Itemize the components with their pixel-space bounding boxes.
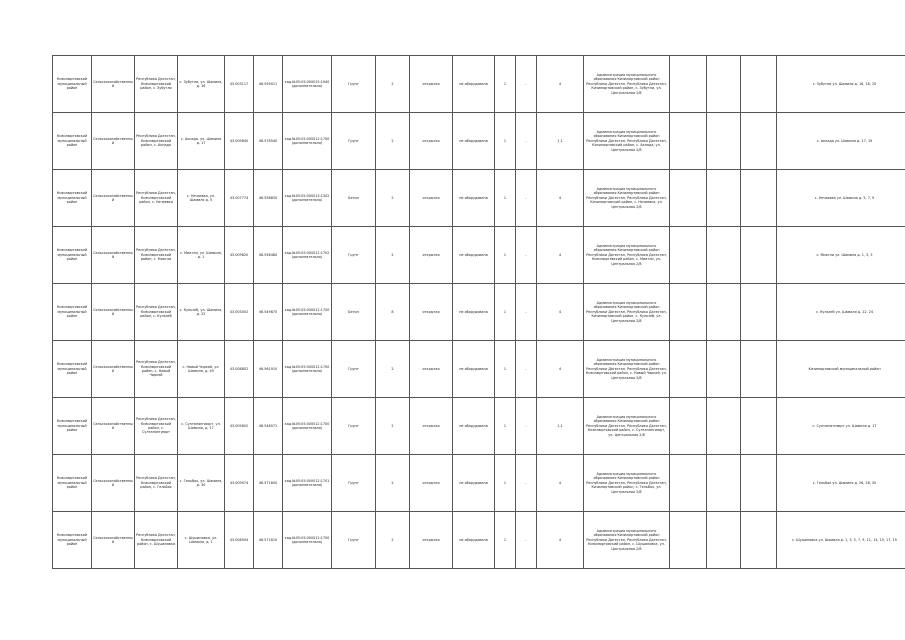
table-cell: Республика Дагестан, Кизилюртовский район, с. Гельбах bbox=[135, 455, 178, 512]
table-cell bbox=[670, 56, 707, 113]
table-cell bbox=[741, 227, 777, 284]
table-cell: не оборудована bbox=[453, 56, 495, 113]
table-cell: 46.549870 bbox=[254, 284, 283, 341]
table-cell: 43.003002 bbox=[225, 284, 254, 341]
table-cell: Сельскохозяйственный bbox=[92, 227, 135, 284]
table-cell: Грунт bbox=[332, 56, 376, 113]
table-cell: кад.№05:05:000015:1940 (дополнительно) bbox=[283, 56, 332, 113]
table-cell: 4 bbox=[537, 284, 584, 341]
table-cell: 1 bbox=[495, 170, 516, 227]
table-cell: Грунт bbox=[332, 512, 376, 569]
table-cell: 2 bbox=[376, 341, 410, 398]
table-row bbox=[53, 398, 905, 455]
table-cell: с. Зубутли, ул. Шамиля, д. 16 bbox=[178, 56, 225, 113]
table-cell: Сельскохозяйственный bbox=[92, 170, 135, 227]
table-cell bbox=[670, 512, 707, 569]
table-cell: Грунт bbox=[332, 227, 376, 284]
table-cell bbox=[741, 56, 777, 113]
table-cell: 4 bbox=[537, 170, 584, 227]
table-cell bbox=[707, 284, 741, 341]
table-cell: Сельскохозяйственный bbox=[92, 512, 135, 569]
registry-table bbox=[52, 55, 905, 569]
table-cell bbox=[707, 455, 741, 512]
table-cell: с. Новый Чиркей, ул. Шамиля, д. 49 bbox=[178, 341, 225, 398]
table-cell: 43.008802 bbox=[225, 341, 254, 398]
table-cell: открытая bbox=[410, 284, 453, 341]
table-cell: - bbox=[516, 113, 537, 170]
table-cell: Кизилюртовский муниципальный район bbox=[53, 455, 92, 512]
table-cell: Грунт bbox=[332, 341, 376, 398]
table-cell: открытая bbox=[410, 113, 453, 170]
table-cell: с. Султанянгиюрт ул. Шамиля д. 17 bbox=[777, 398, 905, 455]
table-cell: Сельскохозяйственный bbox=[92, 284, 135, 341]
table-row bbox=[53, 170, 905, 227]
table-cell: 46.548071 bbox=[254, 398, 283, 455]
table-cell: с. Миатли, ул. Шамиля, д. 1 bbox=[178, 227, 225, 284]
table-cell: 46.559011 bbox=[254, 56, 283, 113]
table-cell: 4 bbox=[537, 455, 584, 512]
table-cell bbox=[670, 170, 707, 227]
table-cell: 1 bbox=[495, 455, 516, 512]
table-cell: 4 bbox=[537, 512, 584, 569]
table-cell: Кизилюртовский муниципальный район bbox=[53, 284, 92, 341]
table-row bbox=[53, 56, 905, 113]
table-cell: 2 bbox=[376, 56, 410, 113]
table-cell: Кизилюртовский муниципальный район bbox=[53, 398, 92, 455]
table-row bbox=[53, 113, 905, 170]
table-cell: 43.003117 bbox=[225, 56, 254, 113]
table-cell: открытая bbox=[410, 512, 453, 569]
table-cell: Сельскохозяйственный bbox=[92, 455, 135, 512]
table-cell: с. Кульзеб, ул. Шамиля, д. 22 bbox=[178, 284, 225, 341]
table-cell bbox=[741, 170, 777, 227]
table-cell: 46.571600 bbox=[254, 455, 283, 512]
table-cell: Кизилюртовский муниципальный район bbox=[777, 341, 905, 398]
table-cell: Сельскохозяйственный bbox=[92, 341, 135, 398]
table-cell: открытая bbox=[410, 56, 453, 113]
table-cell: Кизилюртовский муниципальный район bbox=[53, 113, 92, 170]
table-cell bbox=[670, 227, 707, 284]
table-cell: с. Шушановка ул. Шамиля д. 1, 3, 5, 7, 9, 11, 13, 15, 17, 19 bbox=[777, 512, 905, 569]
table-cell bbox=[707, 56, 741, 113]
table-cell: 1 bbox=[495, 284, 516, 341]
table-cell bbox=[670, 341, 707, 398]
table-cell: Администрация муниципального образования Кизилюртовский район Республики Дагестан, Республика Дагестан, Кизилюртовский район, с. Нечаевка, ул. Центральная 2/8 bbox=[584, 170, 670, 227]
table-row bbox=[53, 341, 905, 398]
table-cell: 43.008504 bbox=[225, 512, 254, 569]
table-cell: кад.№05:05:000012:1700 (дополнительно) bbox=[283, 398, 332, 455]
table-cell: кад.№05:05:000012:1700 (дополнительно) bbox=[283, 512, 332, 569]
table-cell: Республика Дагестан, Кизилюртовский район, с. Нечаевка bbox=[135, 170, 178, 227]
table-cell: Кизилюртовский муниципальный район bbox=[53, 512, 92, 569]
table-cell: 46.561910 bbox=[254, 341, 283, 398]
table-row bbox=[53, 227, 905, 284]
table-cell: - bbox=[516, 512, 537, 569]
table-cell: Республика Дагестан, Кизилюртовский район, с. Шушановка bbox=[135, 512, 178, 569]
table-cell: Бетон bbox=[332, 284, 376, 341]
table-cell: - bbox=[516, 341, 537, 398]
table-cell: с. Шушановка, ул. Шамиля, д. 1 bbox=[178, 512, 225, 569]
table-cell: 4 bbox=[537, 56, 584, 113]
table-cell: Кизилюртовский муниципальный район bbox=[53, 170, 92, 227]
table-cell: Кизилюртовский муниципальный район bbox=[53, 56, 92, 113]
table-cell: Администрация муниципального образования Кизилюртовский район Республики Дагестан, Республика Дагестан, Кизилюртовский район, с. Миатли, ул. Центральная 2/8 bbox=[584, 227, 670, 284]
table-cell bbox=[670, 455, 707, 512]
table-cell: 2 bbox=[376, 512, 410, 569]
table-cell bbox=[670, 113, 707, 170]
table-cell: открытая bbox=[410, 398, 453, 455]
table-cell: кад.№05:05:000012:1702 (дополнительно) bbox=[283, 227, 332, 284]
table-cell bbox=[707, 227, 741, 284]
table-cell bbox=[670, 398, 707, 455]
table-cell: 46.558850 bbox=[254, 170, 283, 227]
table-cell: 1 bbox=[495, 341, 516, 398]
table-cell bbox=[707, 512, 741, 569]
table-cell: не оборудована bbox=[453, 398, 495, 455]
table-cell: - bbox=[516, 227, 537, 284]
table-cell: Республика Дагестан, Кизилюртовский район, с. Султанянгиюрт bbox=[135, 398, 178, 455]
table-cell: Кизилюртовский муниципальный район bbox=[53, 341, 92, 398]
table-cell bbox=[741, 455, 777, 512]
table-cell: не оборудована bbox=[453, 113, 495, 170]
table-cell: - bbox=[516, 455, 537, 512]
table-cell: Кизилюртовский муниципальный район bbox=[53, 227, 92, 284]
table-cell: 1 bbox=[495, 113, 516, 170]
table-cell: Сельскохозяйственный bbox=[92, 113, 135, 170]
table-cell: 8 bbox=[376, 284, 410, 341]
table-cell: не оборудована bbox=[453, 170, 495, 227]
table-cell: открытая bbox=[410, 341, 453, 398]
table-cell: кад.№05:05:000013:1302 (дополнительно) bbox=[283, 170, 332, 227]
table-cell: 1,1 bbox=[537, 113, 584, 170]
table-cell bbox=[670, 284, 707, 341]
table-cell bbox=[707, 341, 741, 398]
table-cell: Администрация муниципального образования Кизилюртовский район Республики Дагестан, Республика Дагестан, Кизилюртовский район, с. Султанянгиюрт, ул. Центральная 2/8 bbox=[584, 398, 670, 455]
table-cell: с. Султанянгиюрт, ул. Шамиля, д. 17 bbox=[178, 398, 225, 455]
table-cell bbox=[741, 284, 777, 341]
table-cell: Администрация муниципального образования Кизилюртовский район Республики Дагестан, Республика Дагестан, Кизилюртовский район, с. Кульзеб, ул. Центральная 2/8 bbox=[584, 284, 670, 341]
table-cell: - bbox=[516, 284, 537, 341]
table-cell: 46.556480 bbox=[254, 227, 283, 284]
table-cell: Грунт bbox=[332, 398, 376, 455]
table-cell: кад.№05:05:000012:1700 (дополнительно) bbox=[283, 113, 332, 170]
table-cell: 43.009974 bbox=[225, 455, 254, 512]
table-cell: не оборудована bbox=[453, 284, 495, 341]
table-cell: 46.571610 bbox=[254, 512, 283, 569]
table-cell: 2 bbox=[376, 227, 410, 284]
table-cell: Администрация муниципального образования Кизилюртовский район Республики Дагестан, Республика Дагестан, Кизилюртовский район, с. Гельбах, ул. Центральная 2/8 bbox=[584, 455, 670, 512]
table-cell: с. Нечаевка ул. Шамиля д. 5, 7, 9 bbox=[777, 170, 905, 227]
table-cell bbox=[707, 398, 741, 455]
table-cell: не оборудована bbox=[453, 227, 495, 284]
table-cell: 2 bbox=[376, 170, 410, 227]
table-cell bbox=[741, 512, 777, 569]
table-cell: Администрация муниципального образования Кизилюртовский район Республики Дагестан, Республика Дагестан, Кизилюртовский район, с. Акнада, ул. Центральная 2/8 bbox=[584, 113, 670, 170]
table-cell: Республика Дагестан, Кизилюртовский район, с. Акнада bbox=[135, 113, 178, 170]
table-cell bbox=[741, 113, 777, 170]
table-cell bbox=[741, 398, 777, 455]
table-cell: не оборудована bbox=[453, 455, 495, 512]
table-cell bbox=[707, 170, 741, 227]
table-cell: не оборудована bbox=[453, 341, 495, 398]
table-cell: Сельскохозяйственный bbox=[92, 56, 135, 113]
table-cell: 43.005802 bbox=[225, 398, 254, 455]
table-cell: Республика Дагестан, Кизилюртовский район, с. Кульзеб bbox=[135, 284, 178, 341]
table-cell: 1,1 bbox=[537, 398, 584, 455]
table-cell: с. Миатли ул. Шамиля д. 1, 3, 5 bbox=[777, 227, 905, 284]
table-row bbox=[53, 284, 905, 341]
table-cell: 1 bbox=[495, 512, 516, 569]
table-cell: открытая bbox=[410, 455, 453, 512]
table-cell: с. Гельбах, ул. Шамиля, д. 30 bbox=[178, 455, 225, 512]
table-cell: Республика Дагестан, Кизилюртовский район, с. Миатли bbox=[135, 227, 178, 284]
table-cell: 4 bbox=[537, 227, 584, 284]
table-cell: Администрация муниципального образования Кизилюртовский район Республики Дагестан, Республика Дагестан, Кизилюртовский район, с. Зубутли, ул. Центральная 2/8 bbox=[584, 56, 670, 113]
table-cell: Администрация муниципального образования Кизилюртовский район Республики Дагестан, Республика Дагестан, Кизилюртовский район, с. Шушановка, ул. Центральная 2/8 bbox=[584, 512, 670, 569]
table-cell: Республика Дагестан, Кизилюртовский район, с. Зубутли bbox=[135, 56, 178, 113]
table-cell: Грунт bbox=[332, 455, 376, 512]
table-cell: Республика Дагестан, Кизилюртовский район, с. Новый Чиркей bbox=[135, 341, 178, 398]
table-cell: 2 bbox=[376, 113, 410, 170]
table-cell: кад.№05:05:000012:1701 (дополнительно) bbox=[283, 455, 332, 512]
table-cell: 43.009820 bbox=[225, 227, 254, 284]
table-row bbox=[53, 512, 905, 569]
table-cell: 46.578540 bbox=[254, 113, 283, 170]
table-cell: 43.009840 bbox=[225, 113, 254, 170]
table-cell: Администрация муниципального образования Кизилюртовский район Республики Дагестан, Республика Дагестан, Кизилюртовский район, с. Новый Чиркей, ул. Центральная 2/8 bbox=[584, 341, 670, 398]
table-cell: - bbox=[516, 398, 537, 455]
table-cell: не оборудована bbox=[453, 512, 495, 569]
table-cell: 1 bbox=[495, 398, 516, 455]
table-cell: 1 bbox=[495, 56, 516, 113]
table-cell: с. Зубутли ул. Шамиля д. 16, 18, 20 bbox=[777, 56, 905, 113]
table-cell: с. Гельбах ул. Шамиля д. 26, 28, 30 bbox=[777, 455, 905, 512]
table-cell: открытая bbox=[410, 227, 453, 284]
table-cell: с. Нечаевка, ул. Шамиля д. 5 bbox=[178, 170, 225, 227]
table-cell bbox=[707, 113, 741, 170]
table-cell: - bbox=[516, 170, 537, 227]
table-cell: 2 bbox=[376, 398, 410, 455]
table-cell: Бетон bbox=[332, 170, 376, 227]
table-cell: с. Акнада ул. Шамиля д. 17, 19 bbox=[777, 113, 905, 170]
table-cell: с. Акнада, ул. Шамиля д. 17 bbox=[178, 113, 225, 170]
table-cell: кад.№05:05:000012:1700 (дополнительно) bbox=[283, 284, 332, 341]
table-cell: 2 bbox=[376, 455, 410, 512]
table-cell: Грунт bbox=[332, 113, 376, 170]
table-cell: - bbox=[516, 56, 537, 113]
table-cell: Сельскохозяйственный bbox=[92, 398, 135, 455]
table-cell: открытая bbox=[410, 170, 453, 227]
table-cell: 1 bbox=[495, 227, 516, 284]
table-cell: 43.007774 bbox=[225, 170, 254, 227]
table-cell: 4 bbox=[537, 341, 584, 398]
table-row bbox=[53, 455, 905, 512]
registry-body bbox=[53, 56, 905, 569]
table-cell bbox=[741, 341, 777, 398]
table-cell: с. Кульзеб ул. Шамиля д. 22, 24 bbox=[777, 284, 905, 341]
table-cell: кад.№05:05:000012:1700 (дополнительно) bbox=[283, 341, 332, 398]
